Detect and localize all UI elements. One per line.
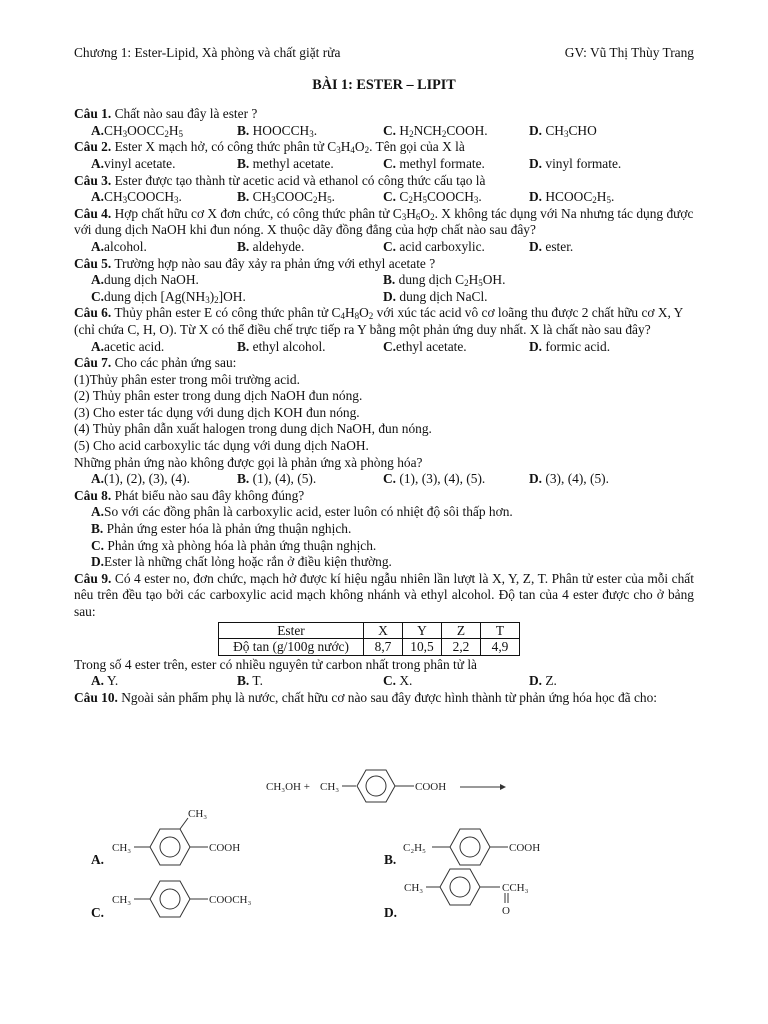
question-q2: Câu 2. Ester X mạch hở, có công thức phân tử $C_3H_4O_2$. Tên gọi của X là — [74, 139, 465, 156]
table-cell: 2,2 — [442, 639, 481, 656]
option-1: B. (1), (4), (5). — [237, 471, 317, 487]
table-header-cell: Y — [403, 622, 442, 639]
q9-followup: Trong số 4 ester trên, ester có nhiều nguyên tử carbon nhất trong phân tử là — [74, 656, 478, 672]
benzene-ring-icon — [150, 881, 190, 917]
option-0: A.alcohol. — [91, 238, 147, 254]
option-c-label: C. — [91, 905, 105, 920]
option-d-label: D. — [384, 905, 398, 920]
q7-line-3: (4) Thủy phân dẫn xuất halogen trong dung dịch NaOH, đun nóng. — [74, 421, 432, 437]
option-3: D. ester. — [529, 238, 574, 254]
question-q9: Câu 9. Có 4 ester no, đơn chức, mạch hở được kí hiệu ngẫu nhiên lần lượt là X, Y, Z, T. Phân tử ester của mỗi chất nêu trên đều tạo bởi các carboxylic acid mạch không nhánh và ethyl alcohol. Độ tan của 4 ester được cho ở bảng sau: — [74, 570, 694, 619]
option-3: D. (3), (4), (5). — [529, 471, 609, 487]
option-0: A.vinyl acetate. — [91, 155, 176, 171]
question-q6: Câu 6. Thủy phân ester E có công thức phân tử $C_4H_8O_2$ với xúc tác acid vô cơ loãng thu được 2 chất hữu cơ X, Y (chỉ chứa C, H, O). Từ X có thể điều chế trực tiếp ra Y bằng một phản ứng duy nhất. X là chất nào sau đây? — [74, 305, 683, 337]
option-3: D. $HCOOC_2H_5$. — [529, 189, 615, 206]
svg-text:CH₃: CH₃ — [404, 882, 424, 894]
option-1: B. methyl acetate. — [237, 155, 334, 171]
option-0: C.dung dịch $[Ag(NH_3)_2]OH$. — [91, 288, 246, 305]
option-1: B. dung dịch $C_2H_5OH$. — [383, 272, 506, 289]
q7-line-1: (2) Thủy phân ester trong dung dịch NaOH đun nóng. — [74, 388, 363, 404]
benzene-ring-icon — [150, 829, 190, 865]
question-q8: Câu 8. Phát biểu nào sau đây không đúng? — [74, 487, 305, 503]
option-0: A.dung dịch NaOH. — [91, 272, 199, 288]
table-header-cell: T — [481, 622, 520, 639]
svg-text:CH₃: CH₃ — [112, 842, 132, 854]
svg-text:C₂H₅: C₂H₅ — [403, 842, 426, 854]
svg-text:COOH: COOH — [209, 842, 241, 854]
option-2: C. X. — [383, 673, 413, 689]
option-0: $A.CH_3OOCC_2H_5$ — [91, 122, 184, 139]
svg-text:COOH: COOH — [509, 842, 541, 854]
benzene-ring-icon — [450, 829, 490, 865]
option-0: A.acetic acid. — [91, 338, 165, 354]
question-q10: Câu 10. Ngoài sản phẩm phụ là nước, chất hữu cơ nào sau đây được hình thành từ phản ứng hóa học đã cho: — [74, 689, 657, 705]
svg-text:COOCH₃: COOCH₃ — [209, 894, 252, 906]
q8-statement-2: C. Phản ứng xà phòng hóa là phản ứng thuận nghịch. — [91, 537, 377, 553]
structure-option-d — [404, 869, 529, 917]
option-1: D. dung dịch NaCl. — [383, 288, 488, 304]
benzene-ring-icon — [440, 869, 480, 905]
table-cell: Độ tan (g/100g nước) — [219, 639, 364, 656]
table-cell: 4,9 — [481, 639, 520, 656]
q7-line-4: (5) Cho acid carboxylic tác dụng với dung dịch NaOH. — [74, 438, 369, 454]
option-3: D. $CH_3CHO$ — [529, 122, 597, 139]
svg-text:CCH₃: CCH₃ — [502, 882, 529, 894]
q7-line-5: Những phản ứng nào không được gọi là phản ứng xà phòng hóa? — [74, 454, 423, 470]
option-1: B. $CH_3COOC_2H_5$. — [237, 189, 335, 206]
table-header-cell: X — [364, 622, 403, 639]
q7-line-0: (1)Thủy phân ester trong môi trường acid. — [74, 371, 300, 387]
q8-statement-1: B. Phản ứng ester hóa là phản ứng thuận nghịch. — [91, 521, 352, 537]
chapter-title: Chương 1: Ester-Lipid, Xà phòng và chất giặt rửa — [74, 45, 341, 60]
table-header-cell: Ester — [219, 622, 364, 639]
option-0: $A.CH_3COOCH_3$. — [91, 189, 182, 206]
option-2: C. (1), (3), (4), (5). — [383, 471, 486, 487]
option-0: A. Y. — [91, 673, 119, 689]
svg-text:CH₃: CH₃ — [112, 894, 132, 906]
q8-statement-3: D.Ester là những chất lỏng hoặc rắn ở điều kiện thường. — [91, 554, 392, 570]
q8-statement-0: A.So với các đồng phân là carboxylic acid, ester luôn có nhiệt độ sôi thấp hơn. — [91, 504, 513, 520]
option-3: D. Z. — [529, 673, 557, 689]
option-1: B. ethyl alcohol. — [237, 338, 326, 354]
option-a-label: A. — [91, 852, 105, 867]
reactant-methanol: CH₃OH + — [266, 781, 310, 793]
option-0: A.(1), (2), (3), (4). — [91, 471, 190, 487]
question-q4: Câu 4. Hợp chất hữu cơ X đơn chức, có công thức phân tử $C_3H_6O_2$. X không tác dụng với Na nhưng tác dụng được với dung dịch NaOH khi đun nóng. X thuộc dãy đồng đẳng của hợp chất nào sau đây? — [74, 205, 694, 238]
reaction-equation — [266, 770, 506, 802]
question-q7: Câu 7. Cho các phản ứng sau: — [74, 355, 237, 371]
option-3: D. vinyl formate. — [529, 155, 622, 171]
question-q1: Câu 1. Chất nào sau đây là ester ? — [74, 106, 258, 122]
option-2: C. $C_2H_5COOCH_3$. — [383, 189, 482, 206]
option-2: C. acid carboxylic. — [383, 238, 485, 254]
svg-text:CH₃: CH₃ — [188, 808, 208, 820]
teacher-name: GV: Vũ Thị Thùy Trang — [564, 45, 694, 60]
table-header-cell: Z — [442, 622, 481, 639]
table-cell: 10,5 — [403, 639, 442, 656]
option-2: C.ethyl acetate. — [383, 338, 467, 354]
option-1: B. $HOOCCH_3$. — [237, 122, 318, 139]
option-1: B. aldehyde. — [237, 238, 305, 254]
benzene-ring-icon — [357, 770, 395, 802]
question-q5: Câu 5. Trường hợp nào sau đây xảy ra phản ứng với ethyl acetate ? — [74, 255, 436, 271]
option-2: C. methyl formate. — [383, 155, 485, 171]
option-1: B. T. — [237, 673, 263, 689]
carboxyl-group: COOH — [415, 781, 447, 793]
structure-option-c — [112, 881, 252, 917]
structure-option-b — [403, 829, 540, 865]
lesson-title: BÀI 1: ESTER – LIPIT — [312, 76, 456, 93]
structure-option-a — [112, 808, 240, 865]
option-3: D. formic acid. — [529, 338, 611, 354]
reactant-methyl-group: CH₃ — [320, 781, 340, 793]
table-cell: 8,7 — [364, 639, 403, 656]
svg-text:O: O — [502, 905, 510, 917]
q7-line-2: (3) Cho ester tác dụng với dung dịch KOH đun nóng. — [74, 404, 360, 420]
question-q3: Câu 3. Ester được tạo thành từ acetic acid và ethanol có công thức cấu tạo là — [74, 172, 486, 188]
option-b-label: B. — [384, 852, 397, 867]
option-2: C. $H_2NCH_2COOH$. — [383, 122, 488, 139]
